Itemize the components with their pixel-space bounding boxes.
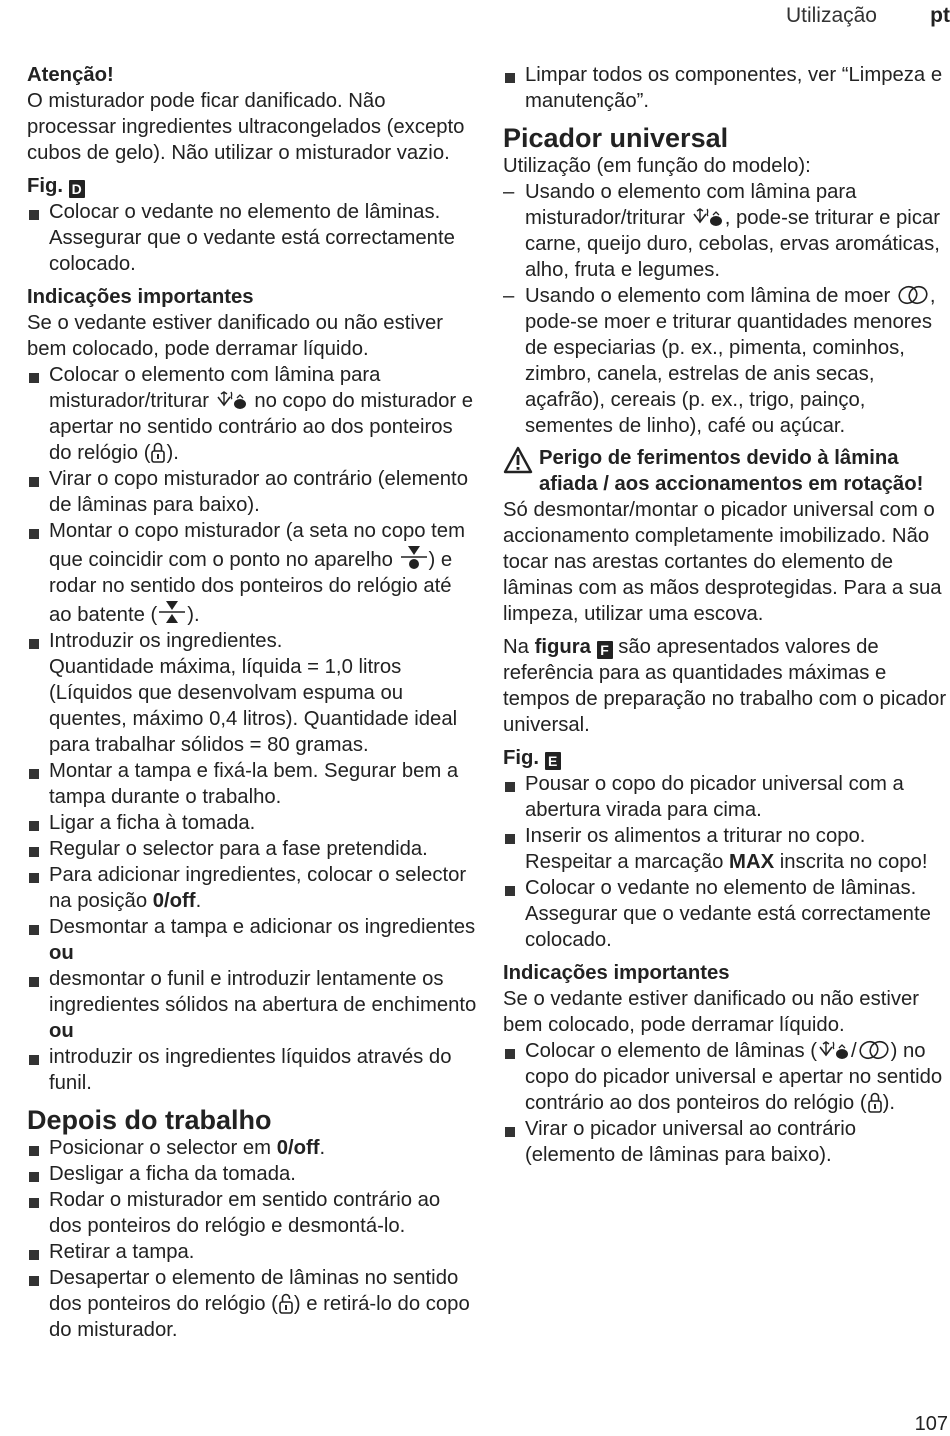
important-notes-title: Indicações importantes [503,962,730,984]
unlock-icon [278,1292,294,1314]
list-item: Desapertar o elemento de lâminas no sentido dos ponteiros do relógio ( ) e retirá-lo do copo do misturador. [27,1265,477,1343]
left-column [27,62,477,1343]
after-work-steps [27,1135,477,1343]
universal-chopper-title: Picador universal [503,123,729,153]
list-item: Posicionar o selector em 0/off. [27,1135,477,1161]
list-item: Colocar o elemento de lâminas ( / ) no copo do picador universal e apertar no sentido contrário ao dos ponteiros do relógio ( ). [503,1038,950,1116]
important-notes-title: Indicações importantes [27,286,254,308]
chopper-assembly-steps [503,1038,950,1168]
right-column [503,62,950,1168]
page-number: 107 [914,1413,948,1435]
list-item: Montar a tampa e fixá-la bem. Segurar bem a tampa durante o trabalho. [27,758,477,810]
important-notes-text: Se o vedante estiver danificado ou não estiver bem colocado, pode derramar líquido. [27,312,444,360]
assembly-steps [27,362,477,1096]
warning-icon [503,446,533,474]
list-item: Colocar o vedante no elemento de lâminas. Assegurar que o vedante está correctamente colocado. [503,875,950,953]
important-notes-text: Se o vedante estiver danificado ou não estiver bem colocado, pode derramar líquido. [503,988,920,1036]
list-item: introduzir os ingredientes líquidos através do funil. [27,1044,477,1096]
fig-e-steps [503,771,950,953]
language-code: pt [930,4,950,27]
list-item: Montar o copo misturador (a seta no copo tem que coincidir com o ponto no aparelho ) e rodar no sentido dos ponteiros do relógio até ao batente ( ). [27,518,477,628]
list-item: Desligar a ficha da tomada. [27,1161,477,1187]
list-item: Retirar a tampa. [27,1239,477,1265]
blade-mixer-icon [691,206,725,228]
fig-e-label: Fig. E [503,745,950,771]
grinding-blade-icon [896,284,930,306]
list-item: Colocar o elemento com lâmina para misturador/triturar no copo do misturador e apertar no sentido contrário ao dos ponteiros do relógio ( ). [27,362,477,466]
fig-e-letter: E [545,752,561,770]
list-item: Rodar o misturador em sentido contrário ao dos ponteiros do relógio e desmontá-lo. [27,1187,477,1239]
section-title: Utilização [785,4,877,27]
list-item: desmontar o funil e introduzir lentamente os ingredientes sólidos na abertura de enchimento ou [27,966,477,1044]
list-item: Limpar todos os componentes, ver “Limpeza e manutenção”. [503,62,950,114]
list-item: Virar o copo misturador ao contrário (elemento de lâminas para baixo). [27,466,477,518]
fig-d-label: Fig. D [27,173,477,199]
usage-list [503,179,950,439]
list-item: Ligar a ficha à tomada. [27,810,477,836]
list-item: Regular o selector para a fase pretendida. [27,836,477,862]
cleaning-step [503,62,950,114]
figure-f-reference: Na figura F são apresentados valores de referência para as quantidades máximas e tempos de preparação no trabalho com o picador universal. [503,636,947,736]
list-item: Inserir os alimentos a triturar no copo. Respeitar a marcação MAX inscrita no copo! [503,823,950,875]
grinding-blade-icon [857,1039,891,1061]
list-item: Colocar o vedante no elemento de lâminas. Assegurar que o vedante está correctamente colocado. [27,199,477,277]
page-header [0,2,950,32]
list-item: Pousar o copo do picador universal com a abertura virada para cima. [503,771,950,823]
list-item: Desmontar a tampa e adicionar os ingredientes ou [27,914,477,966]
usage-intro: Utilização (em função do modelo): [503,155,811,177]
warning-text: Só desmontar/montar o picador universal com o accionamento completamente imobilizado. Não tocar nas arestas cortantes do elemento de lâminas com as mãos desprotegidas. Para a sua limpeza, utilizar uma escova. [503,499,942,625]
list-item: Para adicionar ingredientes, colocar o selector na posição 0/off. [27,862,477,914]
warning-title: Perigo de ferimentos devido à lâmina afiada / aos accionamentos em rotação! [503,445,950,497]
attention-title: Atenção! [27,64,114,86]
list-item: Introduzir os ingredientes. Quantidade máxima, líquida = 1,0 litros (Líquidos que desenvolvam espuma ou quentes, máximo 0,4 litros). Quantidade ideal para trabalhar sólidos = 80 gramas. [27,628,477,758]
blade-mixer-icon [215,389,249,411]
after-work-title: Depois do trabalho [27,1105,272,1135]
lock-icon [867,1091,883,1113]
arrow-dot-icon [399,544,429,570]
list-item: – Usando o elemento com lâmina de moer , pode-se moer e triturar quantidades menores de especiarias (p. ex., pimenta, cominhos, zimbro, canela, estrelas de anis secas, açafrão), cereais (p. ex., trigo, painço, sementes de linho), café ou açúcar. [503,283,950,439]
lock-icon [150,441,166,463]
fig-d-letter: D [69,180,85,198]
arrows-aligned-icon [157,599,187,625]
blade-mixer-icon [817,1039,851,1061]
attention-text: O misturador pode ficar danificado. Não processar ingredientes ultracongelados (excepto cubos de gelo). Não utilizar o misturador vazio. [27,90,465,164]
fig-d-steps [27,199,477,277]
list-item: Virar o picador universal ao contrário (elemento de lâminas para baixo). [503,1116,950,1168]
fig-f-letter: F [597,641,613,659]
list-item: – Usando o elemento com lâmina para misturador/triturar , pode-se triturar e picar carne, queijo duro, cebolas, ervas aromáticas, alho, fruta e legumes. [503,179,950,283]
